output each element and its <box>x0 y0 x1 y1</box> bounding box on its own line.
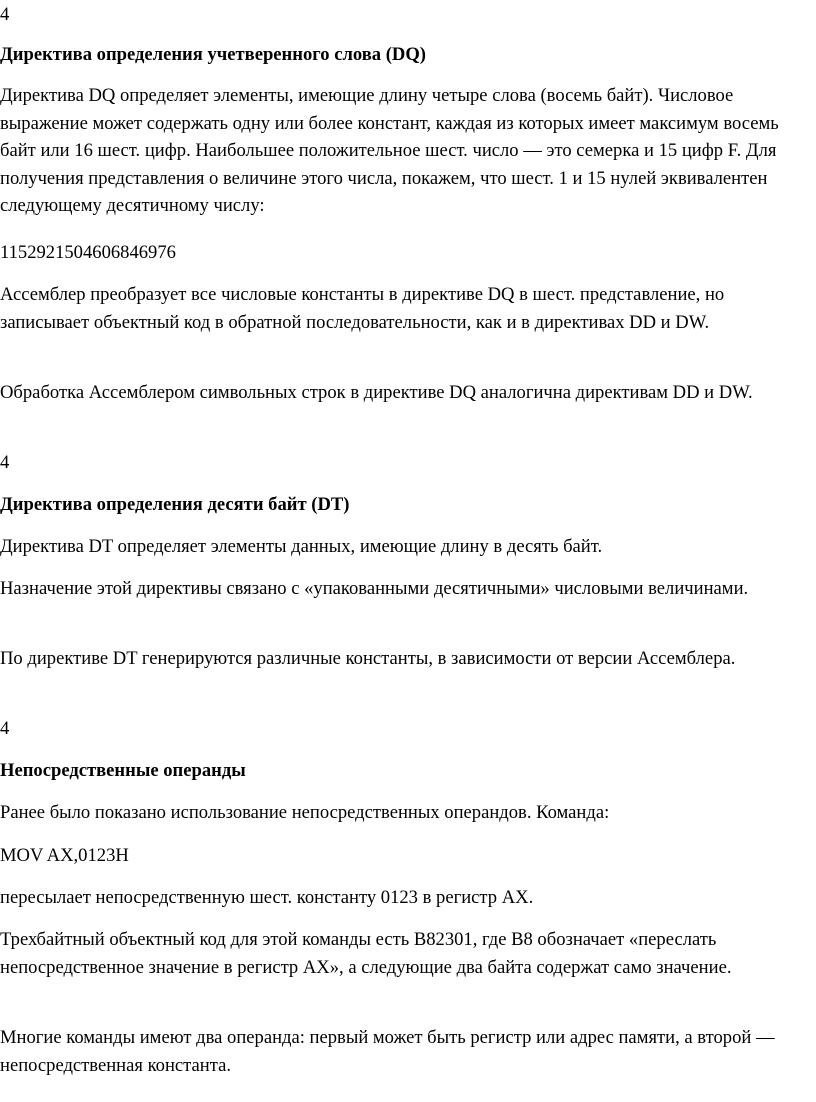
paragraph: По директиве DT генерируются различные константы, в зависимости от версии Ассемблера. <box>0 648 736 669</box>
paragraph: Ассемблер преобразует все числовые константы в директиве DQ в шест. представление, но записывает объектный код в обратной последовательности, как и в директивах DD и DW. <box>0 284 725 333</box>
number-value: 1152921504606846976 <box>0 242 176 263</box>
section-heading: Непосредственные операнды <box>0 760 246 781</box>
section-number: 4 <box>0 452 10 473</box>
section-number: 4 <box>0 4 10 25</box>
paragraph: Директива DT определяет элементы данных, имеющие длину в десять байт. <box>0 536 603 557</box>
paragraph: пересылает непосредственную шест. константу 0123 в регистр AX. <box>0 887 534 908</box>
section-heading: Директива определения десяти байт (DT) <box>0 494 350 515</box>
paragraph: Трехбайтный объектный код для этой команды есть B82301, где B8 обозначает «переслать непосредственное значение в регистр AX», а следующие два байта содержат само значение. <box>0 929 732 978</box>
section-heading: Директива определения учетверенного слова (DQ) <box>0 44 426 65</box>
code-line: MOV AX,0123H <box>0 845 129 866</box>
paragraph: Назначение этой директивы связано с «упакованными десятичными» числовыми величинами. <box>0 578 749 599</box>
section-number: 4 <box>0 718 10 739</box>
paragraph: Директива DQ определяет элементы, имеющие длину четыре слова (восемь байт). Числовое выражение может содержать одну или более констант, каждая из которых имеет максимум восемь байт или 16 шест. цифр. Наибольшее положительное шест. число — это семерка и 15 цифр F. Для получения представления о величине этого числа, покажем, что шест. 1 и 15 нулей эквивалентен следующему десятичному числу: <box>0 85 779 216</box>
paragraph: Обработка Ассемблером символьных строк в директиве DQ аналогична директивам DD и DW. <box>0 382 753 403</box>
paragraph: Ранее было показано использование непосредственных операндов. Команда: <box>0 802 610 823</box>
paragraph: Многие команды имеют два операнда: первый может быть регистр или адрес памяти, а второй — непосредственная константа. <box>0 1027 775 1076</box>
